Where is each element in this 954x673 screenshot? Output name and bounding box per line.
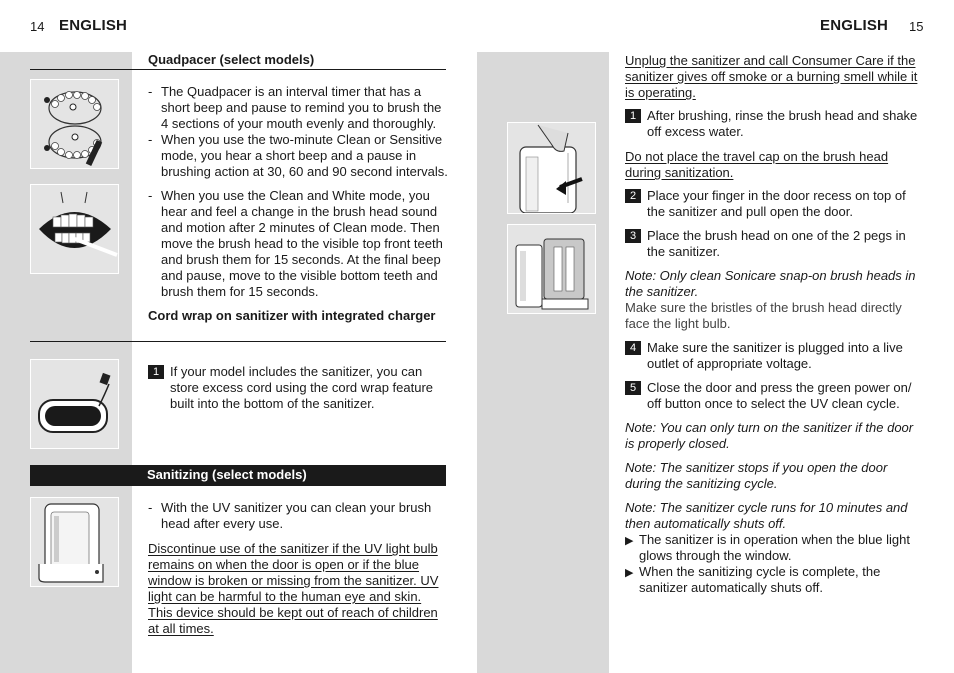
quadpacer-title: Quadpacer (select models) (148, 52, 315, 67)
brush-head-on-peg-icon (508, 225, 595, 313)
uv-sanitizer-icon (31, 498, 118, 586)
right-page-number: 15 (909, 19, 924, 34)
quadpacer-bullet-3: - When you use the Clean and White mode, you hear and feel a change in the brush head sound and motion after 2 minutes of Clean mode. Then move the brush head to the visible top front teeth and brush them for 15 seconds. At the final beep and pause, move to the visible bottom teeth and brush them for 15 seconds. (148, 188, 443, 299)
finger-open-door-icon (508, 123, 595, 213)
step-2: Place your finger in the door recess on top of the sanitizer and pull open the door. (647, 188, 906, 219)
quadpacer-bullet-1: - The Quadpacer is an interval timer that has a short beep and pause to remind you to brush the 4 sections of your mouth evenly and thoroughly. (148, 84, 442, 131)
right-page-header: ENGLISH (820, 17, 889, 34)
step-1: After brushing, rinse the brush head and shake off excess water. (647, 108, 918, 139)
step-number: 4 (625, 341, 641, 355)
quadpacer-bullet-2: - When you use the two-minute Clean or Sensitive mode, you hear a short beep and a pause in brushing action at 30, 60 and 90 second intervals. (148, 132, 448, 179)
mouth-figure (30, 184, 119, 274)
note-bristles: Make sure the bristles of the brush head directly face the light bulb. (625, 300, 902, 331)
sanitizer-base-cord-icon (31, 360, 118, 448)
open-door-figure (507, 122, 596, 214)
step-4: Make sure the sanitizer is plugged into a live outlet of appropriate voltage. (647, 340, 903, 371)
bullet-dash: - (148, 84, 153, 99)
note-cycle-duration: Note: The sanitizer cycle runs for 10 minutes and then automatically shuts off. (625, 500, 908, 531)
brush-head-peg-figure (507, 224, 596, 314)
note-snap-on-heads: Note: Only clean Sonicare snap-on brush heads in the sanitizer. (625, 268, 916, 299)
cord-wrap-figure (30, 359, 119, 449)
travel-cap-warning: Do not place the travel cap on the brush head during sanitization. (625, 149, 889, 180)
result-arrow-icon: ▶ (625, 535, 634, 547)
teeth-quadrants-icon (31, 80, 118, 168)
bullet-dash: - (148, 500, 153, 515)
sanitizer-figure (30, 497, 119, 587)
smiling-mouth-icon (31, 185, 118, 273)
smoke-warning: Unplug the sanitizer and call Consumer Care if the sanitizer gives off smoke or a burning smell while it is operating. (625, 53, 918, 100)
result-2: When the sanitizing cycle is complete, the sanitizer automatically shuts off. (639, 564, 881, 595)
step-5: Close the door and press the green power on/ off button once to select the UV clean cycle. (647, 380, 912, 411)
bullet-dash: - (148, 132, 153, 147)
cord-wrap-title: Cord wrap on sanitizer with integrated charger (148, 308, 436, 323)
left-page-number: 14 (30, 19, 45, 34)
section-rule (30, 69, 446, 70)
sanitizing-title: Sanitizing (select models) (147, 467, 307, 482)
step-number: 1 (148, 365, 164, 379)
section-rule (30, 341, 446, 342)
result-1: The sanitizer is in operation when the blue light glows through the window. (639, 532, 910, 563)
step-number: 1 (625, 109, 641, 123)
note-door-closed: Note: You can only turn on the sanitizer if the door is properly closed. (625, 420, 914, 451)
quadpacer-figure (30, 79, 119, 169)
step-number: 2 (625, 189, 641, 203)
step-3: Place the brush head on one of the 2 pegs in the sanitizer. (647, 228, 906, 259)
bullet-dash: - (148, 188, 153, 203)
note-sanitizer-stops: Note: The sanitizer stops if you open the door during the sanitizing cycle. (625, 460, 888, 491)
left-page-header: ENGLISH (59, 17, 128, 34)
sanitizer-uv-warning: Discontinue use of the sanitizer if the UV light bulb remains on when the door is open or if the blue window is broken or missing from the sanitizer. UV light can be harmful to the human eye and skin. This device should be kept out of reach of children at all times. (148, 541, 439, 636)
sanitizing-title-bar (30, 465, 446, 486)
sanitizing-bullet-1: - With the UV sanitizer you can clean your brush head after every use. (148, 500, 432, 531)
cord-wrap-step-1: If your model includes the sanitizer, you can store excess cord using the cord wrap feature built into the bottom of the sanitizer. (170, 364, 434, 411)
result-arrow-icon: ▶ (625, 567, 634, 579)
step-number: 5 (625, 381, 641, 395)
step-number: 3 (625, 229, 641, 243)
